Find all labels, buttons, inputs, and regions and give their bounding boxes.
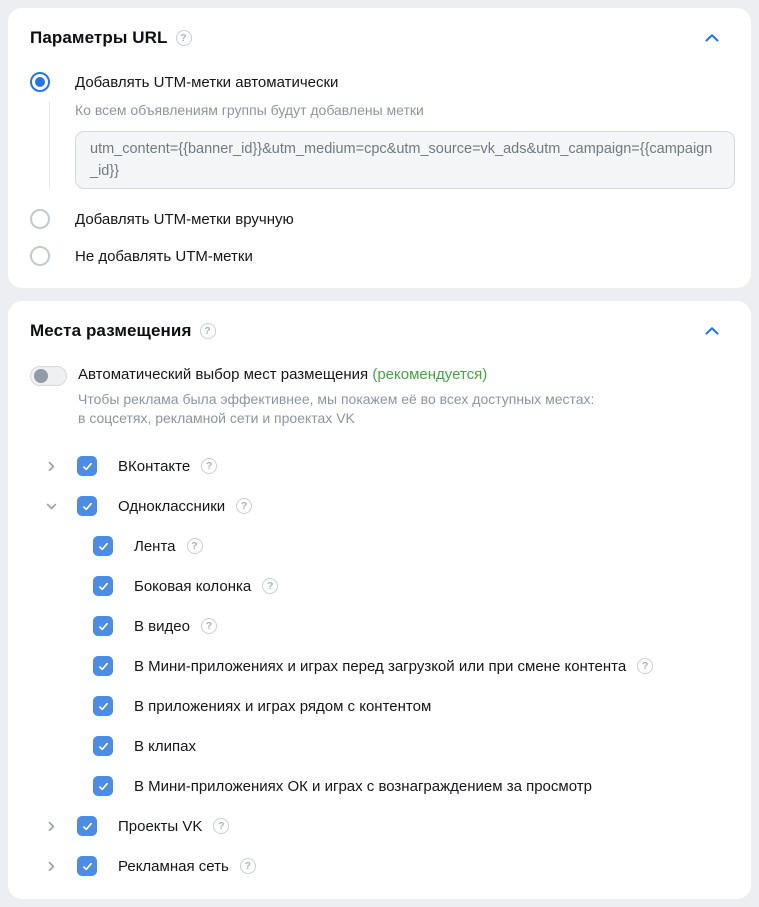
hint-line: в соцсетях, рекламной сети и проектах VK xyxy=(78,410,355,426)
checkbox-checked-icon[interactable] xyxy=(77,456,97,476)
checkbox-checked-icon[interactable] xyxy=(77,496,97,516)
checkbox-checked-icon[interactable] xyxy=(93,776,113,796)
help-icon[interactable]: ? xyxy=(213,818,229,834)
placement-row[interactable] xyxy=(30,775,727,797)
placement-row[interactable] xyxy=(30,815,727,837)
help-icon[interactable]: ? xyxy=(236,498,252,514)
checkbox-checked-icon[interactable] xyxy=(93,696,113,716)
placements-card xyxy=(8,301,751,899)
placement-label: В приложениях и играх рядом с контентом xyxy=(134,697,432,715)
checkbox-checked-icon[interactable] xyxy=(93,736,113,756)
help-icon[interactable]: ? xyxy=(201,618,217,634)
auto-placement-hint xyxy=(78,390,594,428)
auto-placement-toggle-off[interactable] xyxy=(30,366,67,386)
placement-row[interactable] xyxy=(30,535,727,557)
help-icon[interactable]: ? xyxy=(240,858,256,874)
placement-label: ВКонтакте xyxy=(118,457,191,475)
auto-placement-text xyxy=(78,365,594,428)
url-params-card xyxy=(8,8,751,288)
help-icon[interactable]: ? xyxy=(176,30,192,46)
placement-row[interactable] xyxy=(30,455,727,477)
placement-label: В клипах xyxy=(134,737,196,755)
radio-unchecked-icon[interactable] xyxy=(30,209,50,229)
placement-label: Боковая колонка xyxy=(134,577,252,595)
help-icon[interactable]: ? xyxy=(200,323,216,339)
checkbox-checked-icon[interactable] xyxy=(93,656,113,676)
placements-header xyxy=(30,321,727,341)
placement-row[interactable] xyxy=(30,615,727,637)
placement-label: Проекты VK xyxy=(118,817,203,835)
placement-label: Лента xyxy=(134,537,176,555)
checkbox-checked-icon[interactable] xyxy=(77,856,97,876)
checkbox-checked-icon[interactable] xyxy=(93,536,113,556)
placement-row[interactable] xyxy=(30,495,727,517)
checkbox-checked-icon[interactable] xyxy=(93,576,113,596)
placement-row[interactable] xyxy=(30,735,727,757)
placement-label: В Мини-приложениях ОК и играх с вознаграждением за просмотр xyxy=(134,777,592,795)
toggle-knob xyxy=(34,369,48,383)
help-icon[interactable]: ? xyxy=(262,578,278,594)
placement-row[interactable] xyxy=(30,575,727,597)
placement-row[interactable] xyxy=(30,855,727,877)
radio-option-label: Добавлять UTM-метки автоматически xyxy=(75,73,339,91)
url-params-title: Параметры URL xyxy=(30,28,168,47)
placements-title: Места размещения xyxy=(30,321,192,340)
help-icon[interactable]: ? xyxy=(637,658,653,674)
radio-checked-icon[interactable] xyxy=(30,72,50,92)
utm-template-field: utm_content={{banner_id}}&utm_medium=cpc&utm_source=vk_ads&utm_campaign={{campaign_id}} xyxy=(75,131,735,189)
hint-line: Чтобы реклама была эффективнее, мы покажем её во всех доступных местах: xyxy=(78,391,595,407)
placement-label: Рекламная сеть xyxy=(118,857,229,875)
auto-placement-label-text: Автоматический выбор мест размещения xyxy=(78,366,369,383)
radio-unchecked-icon[interactable] xyxy=(30,246,50,266)
utm-auto-hint: Ко всем объявлениям группы будут добавлены метки xyxy=(75,102,424,118)
chevron-right-icon[interactable] xyxy=(44,459,58,473)
help-icon[interactable]: ? xyxy=(187,538,203,554)
radio-option-utm-none[interactable] xyxy=(30,246,727,266)
auto-placement-label xyxy=(78,365,594,385)
chevron-right-icon[interactable] xyxy=(44,859,58,873)
chevron-down-icon[interactable] xyxy=(44,499,58,513)
placement-label: В Мини-приложениях и играх перед загрузкой или при смене контента xyxy=(134,657,627,675)
placement-row[interactable] xyxy=(30,655,727,677)
placements-tree xyxy=(30,455,727,877)
radio-option-utm-manual[interactable] xyxy=(30,209,727,229)
recommended-badge: (рекомендуется) xyxy=(372,366,488,383)
collapse-section-chevron-up-icon[interactable] xyxy=(703,29,721,47)
utm-auto-details xyxy=(49,102,727,189)
radio-option-label: Добавлять UTM-метки вручную xyxy=(75,210,294,228)
auto-placement-row xyxy=(30,365,727,428)
placement-row[interactable] xyxy=(30,695,727,717)
checkbox-checked-icon[interactable] xyxy=(77,816,97,836)
chevron-right-icon[interactable] xyxy=(44,819,58,833)
radio-option-label: Не добавлять UTM-метки xyxy=(75,247,253,265)
collapse-section-chevron-up-icon[interactable] xyxy=(703,322,721,340)
radio-option-utm-auto[interactable] xyxy=(30,72,727,92)
checkbox-checked-icon[interactable] xyxy=(93,616,113,636)
placement-label: В видео xyxy=(134,617,190,635)
help-icon[interactable]: ? xyxy=(201,458,217,474)
placement-label: Одноклассники xyxy=(118,497,226,515)
url-params-header xyxy=(30,28,727,48)
